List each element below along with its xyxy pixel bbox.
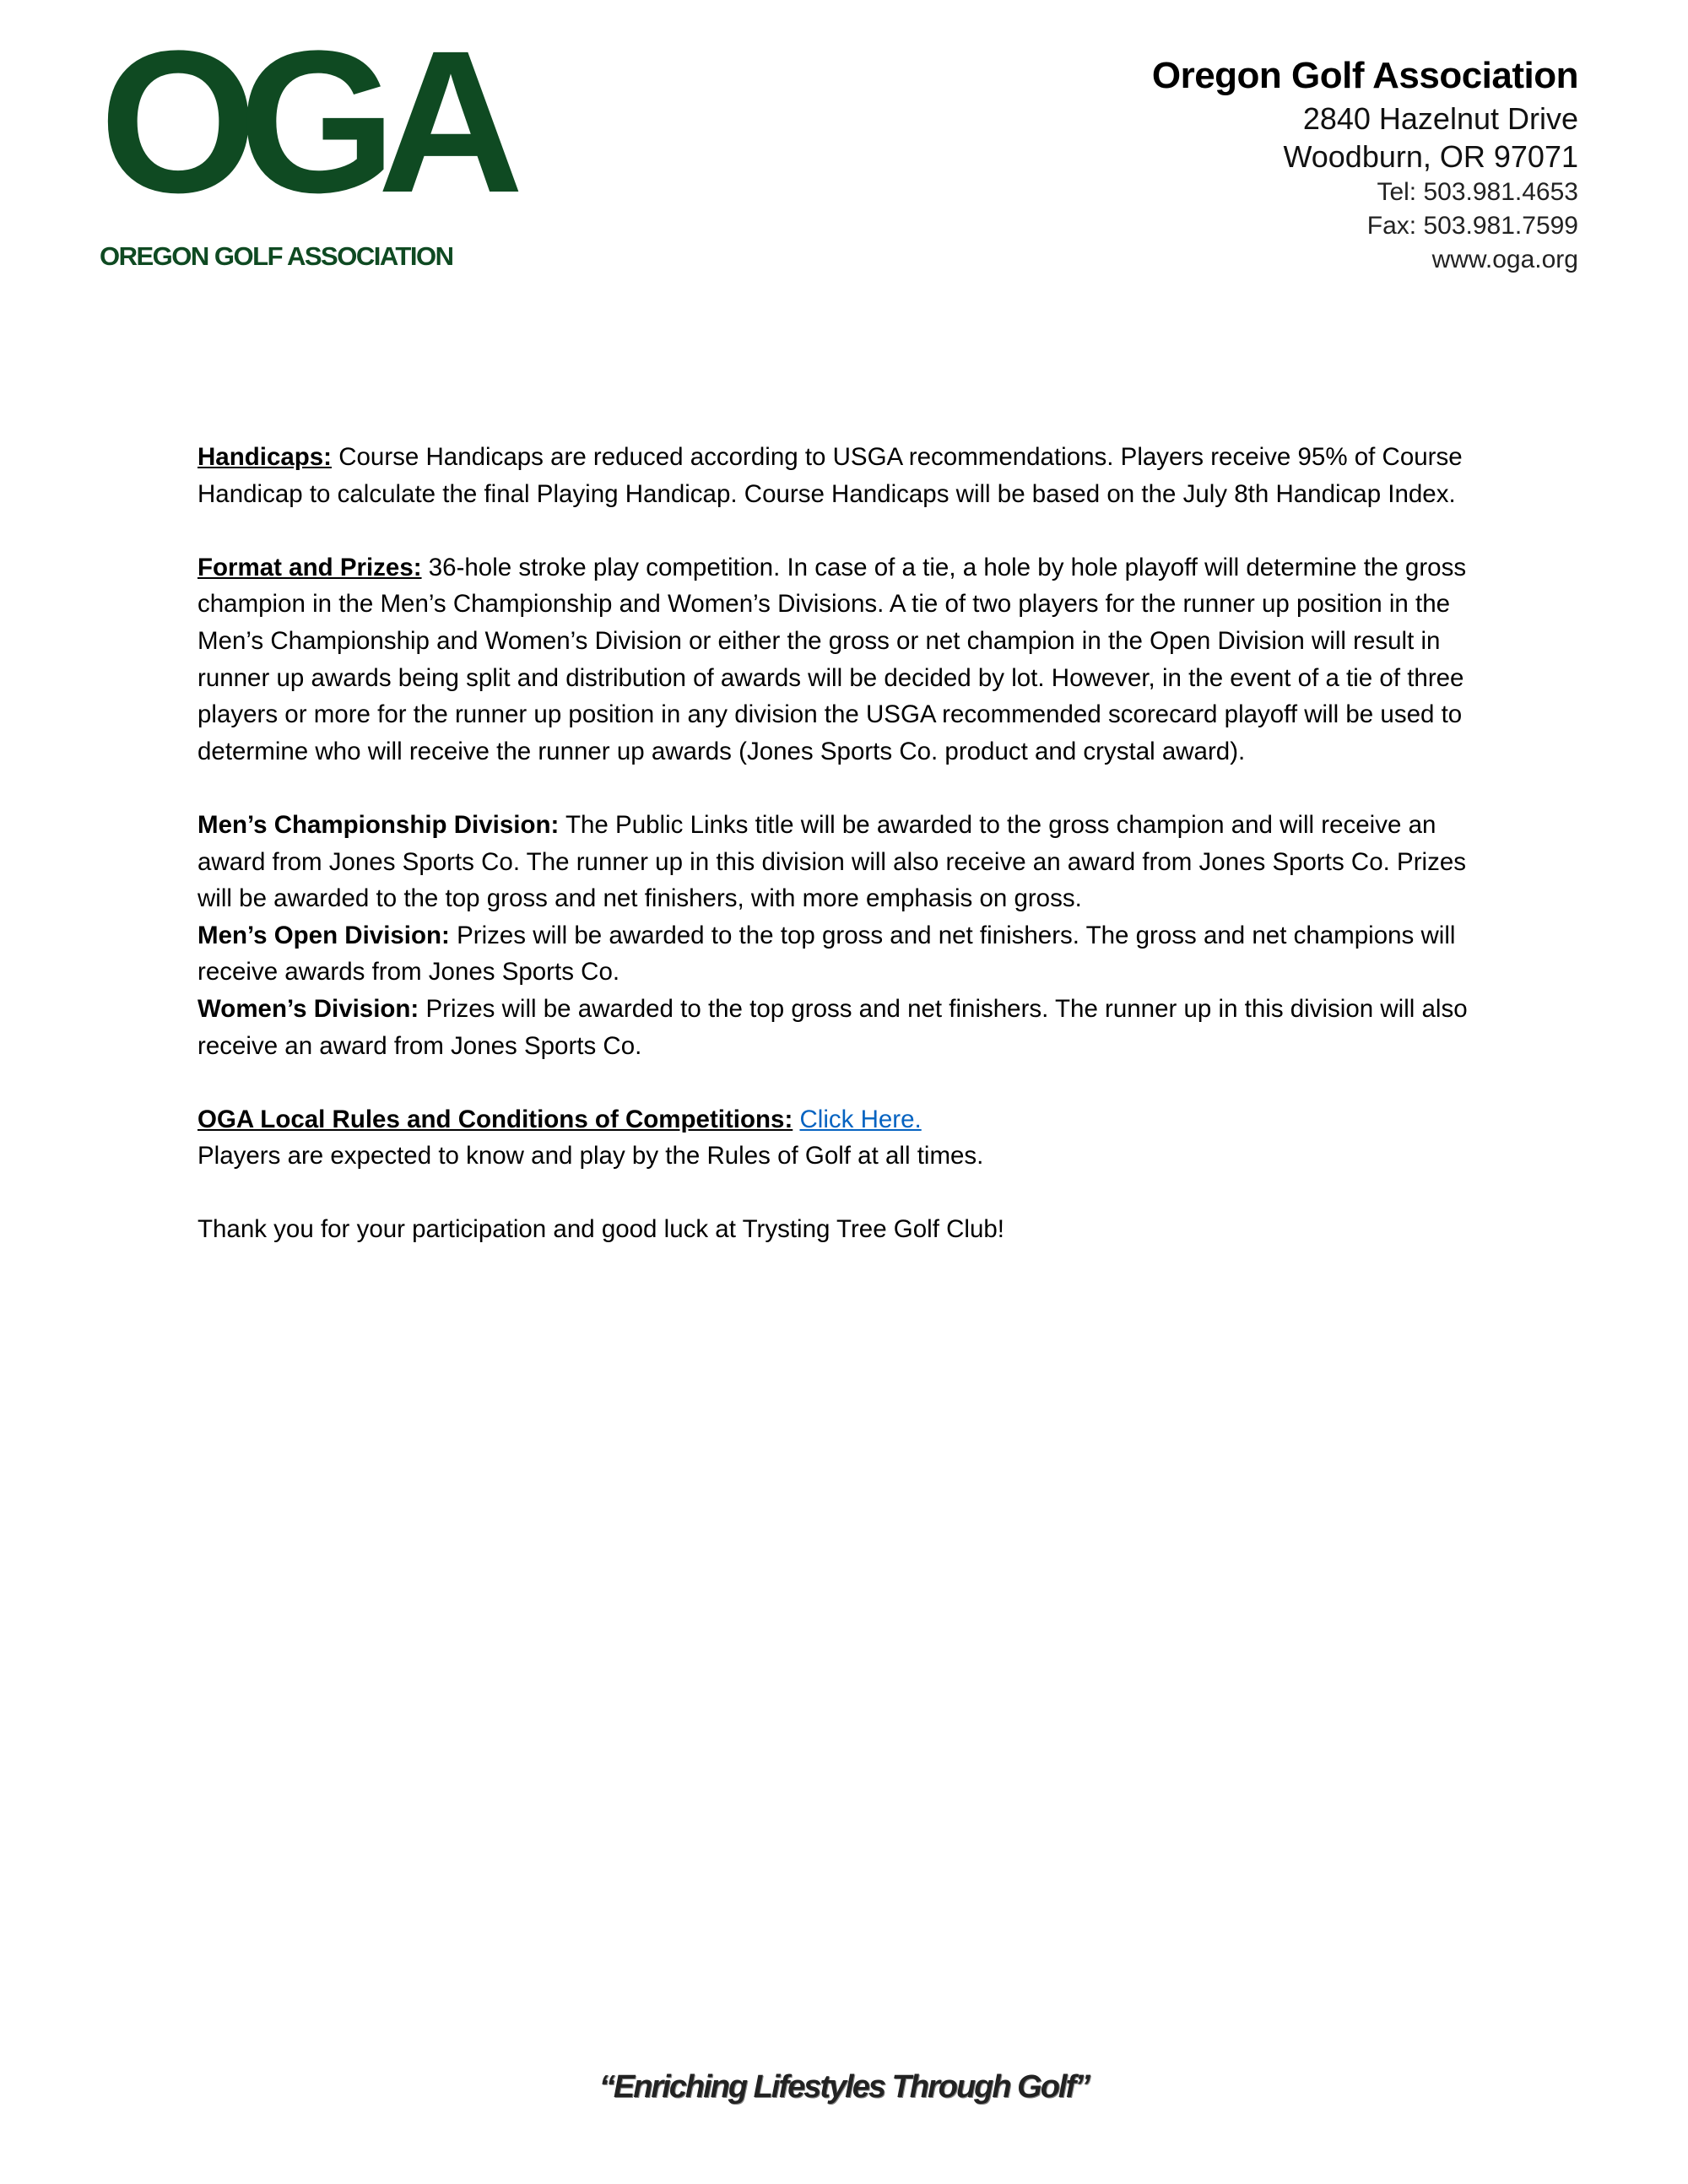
street-address: 2840 Hazelnut Drive [1302, 101, 1578, 136]
handicaps-heading: Handicaps: [197, 443, 333, 471]
letterhead-contact [1152, 52, 1578, 277]
mens-championship-paragraph [197, 807, 1476, 917]
womens-paragraph [197, 991, 1476, 1064]
handicaps-text: Course Handicaps are reduced according to USGA recommendations. Players receive 95% of Course Handicap to calculate the final Playing Handicap. Course Handicaps will be based on the July 8th Handicap Index. [197, 443, 1463, 508]
telephone: Tel: 503.981.4653 [1377, 178, 1578, 206]
website: www.oga.org [1431, 246, 1578, 273]
local-rules-link[interactable]: Click Here. [799, 1105, 922, 1133]
footer-tagline: “Enriching Lifestyles Through Golf” [598, 2069, 1090, 2105]
org-name: Oregon Golf Association [1151, 55, 1578, 96]
womens-heading: Women’s Division: [197, 994, 419, 1023]
mens-open-heading: Men’s Open Division: [197, 921, 450, 949]
mens-championship-text: The Public Links title will be awarded to the gross champion and will receive an award from Jones Sports Co. The runner up in this division will also receive an award from Jones Sports Co. Prizes will be awarded to the top gross and net finishers, with more emphasis on gross. [197, 810, 1466, 913]
logo-subtitle: OREGON GOLF ASSOCIATION [100, 241, 453, 271]
format-paragraph [197, 549, 1476, 770]
logo-letters: OGA [100, 8, 506, 235]
mens-open-paragraph [197, 917, 1476, 991]
fax: Fax: 503.981.7599 [1366, 212, 1578, 240]
mens-open-text: Prizes will be awarded to the top gross and net finishers. The gross and net champions will receive awards from Jones Sports Co. [197, 921, 1456, 987]
document-body [197, 439, 1476, 1285]
oga-logo [100, 8, 506, 271]
handicaps-paragraph [197, 439, 1476, 512]
local-rules-line [197, 1101, 1476, 1138]
local-rules-heading: OGA Local Rules and Conditions of Competitions: [197, 1105, 793, 1133]
closing-line: Thank you for your participation and good luck at Trysting Tree Golf Club! [197, 1215, 1004, 1244]
mens-championship-heading: Men’s Championship Division: [197, 810, 560, 839]
format-heading: Format and Prizes: [197, 553, 422, 581]
local-rules-text: Players are expected to know and play by the Rules of Golf at all times. [197, 1142, 984, 1170]
city-address: Woodburn, OR 97071 [1283, 139, 1578, 174]
format-text: 36-hole stroke play competition. In case of a tie, a hole by hole playoff will determine the gross champion in the Men’s Championship and Women’s Divisions. A tie of two players for the runner up position in the Men’s Championship and Women’s Division or either the gross or net champion in the Open Division will result in runner up awards being split and distribution of awards will be decided by lot. However, in the event of a tie of three players or more for the runner up position in any division the USGA recommended scorecard playoff will be used to determine who will receive the runner up awards (Jones Sports Co. product and crystal award). [197, 553, 1467, 765]
womens-text: Prizes will be awarded to the top gross and net finishers. The runner up in this division will also receive an award from Jones Sports Co. [197, 994, 1468, 1060]
